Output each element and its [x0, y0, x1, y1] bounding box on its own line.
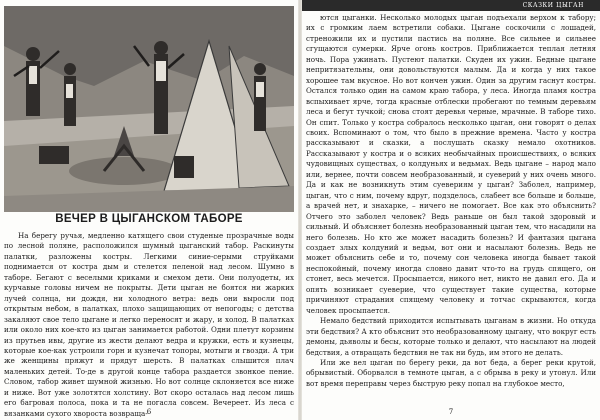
page-number-right: 7	[448, 408, 454, 416]
paragraph: ются цыганки. Несколько молодых цыган подъехали верхом к табору; их с громким лаем встретили собаки. Цыгане соскочили с лошадей, стреножили их и пустили пастись на поляне. Все сильнее и сильнее сгущаются сумерки. Ярче огонь костров. Приближается теплая летняя ночь. Пора ужинать. Пустеют палатки. Скуден их ужин. Бедные цыгане непритязательны, они довольствуются малым. Да и когда у них такое хорошее там вкусное. Но вот кончен ужин. Один за другим гаснут костры. Остался только один на самом краю табора, у леса. Иногда пламя костра вспыхивает ярче, тогда красные отблески пробегают по темным деревьям леса и бегут тучкой; снова стоят деревья черные, мрачные. В таборе тихо. Он спит. Только у костра собралось несколько цыган, они говорят о делах своих. Вспоминают о том, что было в прежние времена. Часто у костра рассказывают и сказки, а послушать сказку немало охотников. Рассказывают у костра и о всяких необычайных происшествиях, о всяких чудовищных существах, о колдуньях и ведьмах. Ведь цыгане – народ мало или, вернее, почти совсем необразованный, и суеверий у них очень много. Да и как не возникнуть этим суевериям у цыган? Заболел, например, цыган, что с ним, почему вдруг, подзделось, слабеет все больше и больше, а врачей нет, и знахарке, – ничего не помогает. Все как это объяснить? Отчего это заболел человек? Ведь раньше он был такой здоровый и сильный. И объясняет болезнь необразованный цыган тем, что насадили на него болезнь. Но кто же может насадить болезнь? И фантазия цыгана создает злых колдуний и ведьм, вот они и насылают болезнь. Ведь не может объяснить себе и то, почему сон человека иногда бывает такой неспокойный, почему иногда словно давит что-то на грудь спящего, он стонет, весь мечется. Просыпается, никого нет, никто не давил его. Да и опять возникает суеверие, что существует такие существа, которые причиняют страдания спящему человеку и тотчас скрываются, когда человек просыпается.	[306, 13, 596, 315]
left-page	[0, 0, 298, 420]
paragraph: На берегу ручья, медленно катящего свои студеные прозрачные воды по лесной поляне, расположился шумный цыганский табор. Раскинуты палатки, разложены костры. Легкими синие-серыми струйками поднимается от костра дым и стелется пеленой над лесом. Шумно в таборе. Бегают с веселыми криками и смехом дети. Они полуодеты, их курчавые головы ничем не покрыты. Дети цыган не боятся ни жарких лучей солнца, ни дождя, ни холодного ветра: ведь они выросли под открытым небом, в палатках, плохо защищающих от непогоды; с детства закаляют свое тело цыгане и легко переносят и жару, и холод. В палатках или около них кое-кто из цыган занимается работой. Одни плетут корзины из прутьев ивы, другие из жести делают ведра и кружки, есть и кузнецы, которые кое-как устроили горн и кузнечат топоры, мотыги и гвозди. А три же женщины пряжут и прядут шерсть. В палатках слышится плач маленьких детей. То-де в другой конце табора раздается звонкое пение. Словом, табор живет шумной жизнью. Но вот солнце склоняется все ниже и ниже. Вот уже золотятся холстину. Вот скоро осталась над лесом лишь его багровая полоса, пока и та не погасла совсем. Вечереет. Из леса с вязанками сухого хвороста возвраща-	[4, 231, 294, 418]
page-number-left: 6	[146, 408, 152, 416]
camp-illustration	[4, 6, 294, 212]
running-title: СКАЗКИ ЦЫГАН	[522, 2, 584, 9]
paragraph: Или же вел цыган по берегу реки, да вот беда, а берег реки крутой, обрывистый. Оборвался в темноте цыган, а с обрыва в реку и утонул. Или вот время переправы через быструю реку попал на глубокое место,	[306, 357, 596, 388]
running-header	[302, 0, 600, 11]
right-body-text	[306, 13, 596, 410]
right-page	[302, 0, 600, 420]
illustration-image	[4, 6, 294, 212]
chapter-title: ВЕЧЕР В ЦЫГАНСКОМ ТАБОРЕ	[55, 213, 243, 225]
left-body-text	[4, 231, 294, 418]
paragraph: Немало бедствий приходится испытывать цыганам в жизни. Но откуда эти бедствия? А кто объяснит это необразованному цыгану, что вокруг есть демоны, дьяволы и бесы, которые только и делают, что насылают на людей бедствия, а отвращать бедствия не так ни будь, им этого не делать.	[306, 316, 596, 357]
